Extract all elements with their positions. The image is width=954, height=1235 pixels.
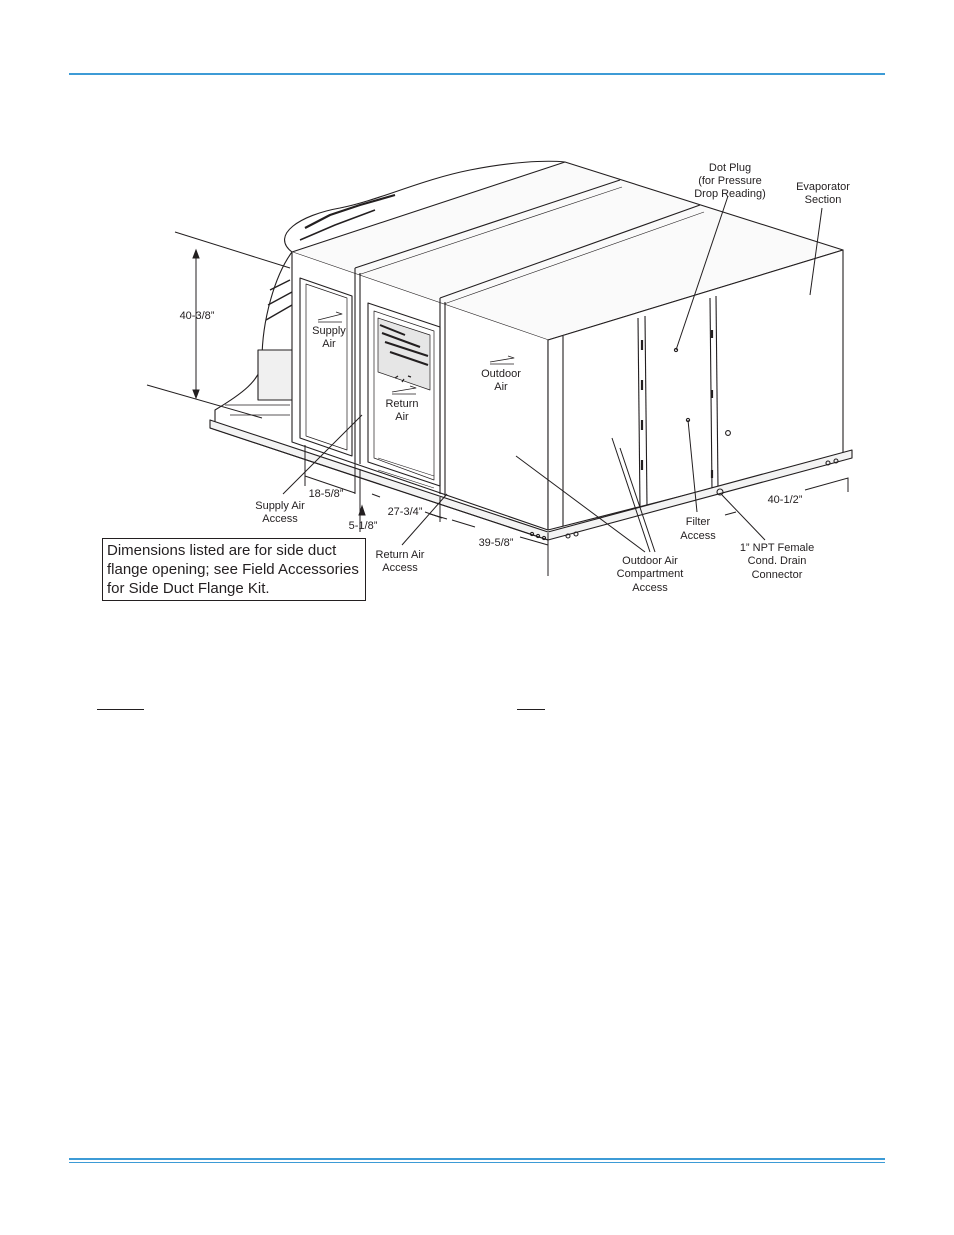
outdoor-air-label-2: Air [494, 381, 508, 393]
drain-label-3: Connector [751, 569, 803, 581]
supply-air-label-2: Air [322, 338, 336, 350]
outdoor-access-label-3: Access [632, 582, 668, 594]
outdoor-access-label-1: Outdoor Air [622, 555, 678, 567]
note-line-2: flange opening; see Field Accessories [107, 561, 359, 578]
dim-right-offset: 40-1/2” [767, 494, 803, 506]
supply-air-access-label-2: Access [262, 513, 298, 525]
return-air-label-2: Air [395, 411, 409, 423]
return-air-access-label-1: Return Air [375, 549, 425, 561]
filter-access-label-2: Access [680, 530, 716, 542]
dim-gap: 5-1/8” [348, 520, 378, 532]
dimension-note-box [102, 538, 366, 601]
note-line-1: Dimensions listed are for side duct [107, 542, 337, 559]
evaporator-label-1: Evaporator [796, 181, 850, 193]
compressor [258, 350, 293, 400]
dot-plug-label-3: Drop Reading) [694, 188, 766, 200]
footer-rule-thin [69, 1162, 885, 1163]
underline-left [97, 709, 144, 710]
supply-air-access-label-1: Supply Air [255, 500, 305, 512]
dim-height: 40-3/8” [179, 310, 215, 322]
outdoor-access-label-2: Compartment [616, 568, 684, 580]
filter-access-label-1: Filter [685, 516, 711, 528]
supply-air-label-1: Supply [312, 325, 346, 337]
dot-plug-label-2: (for Pressure [698, 175, 762, 187]
underline-right [517, 709, 545, 710]
dot-plug-label-1: Dot Plug [708, 162, 752, 174]
note-line-3: for Side Duct Flange Kit. [107, 580, 270, 597]
outdoor-air-label-1: Outdoor [481, 368, 521, 380]
dim-outdoor-offset: 39-5/8” [478, 537, 514, 549]
leader-drain [722, 495, 765, 540]
return-air-label-1: Return [385, 398, 419, 410]
return-air-access-label-2: Access [382, 562, 418, 574]
footer-rule [69, 1158, 885, 1160]
dim-return-width: 27-3/4” [387, 506, 423, 518]
height-extension-top [175, 232, 290, 268]
drain-label-2: Cond. Drain [747, 555, 807, 567]
drain-label-1: 1” NPT Female [739, 542, 815, 554]
dim-supply-width: 18-5/8” [308, 488, 344, 500]
evaporator-label-2: Section [804, 194, 842, 206]
